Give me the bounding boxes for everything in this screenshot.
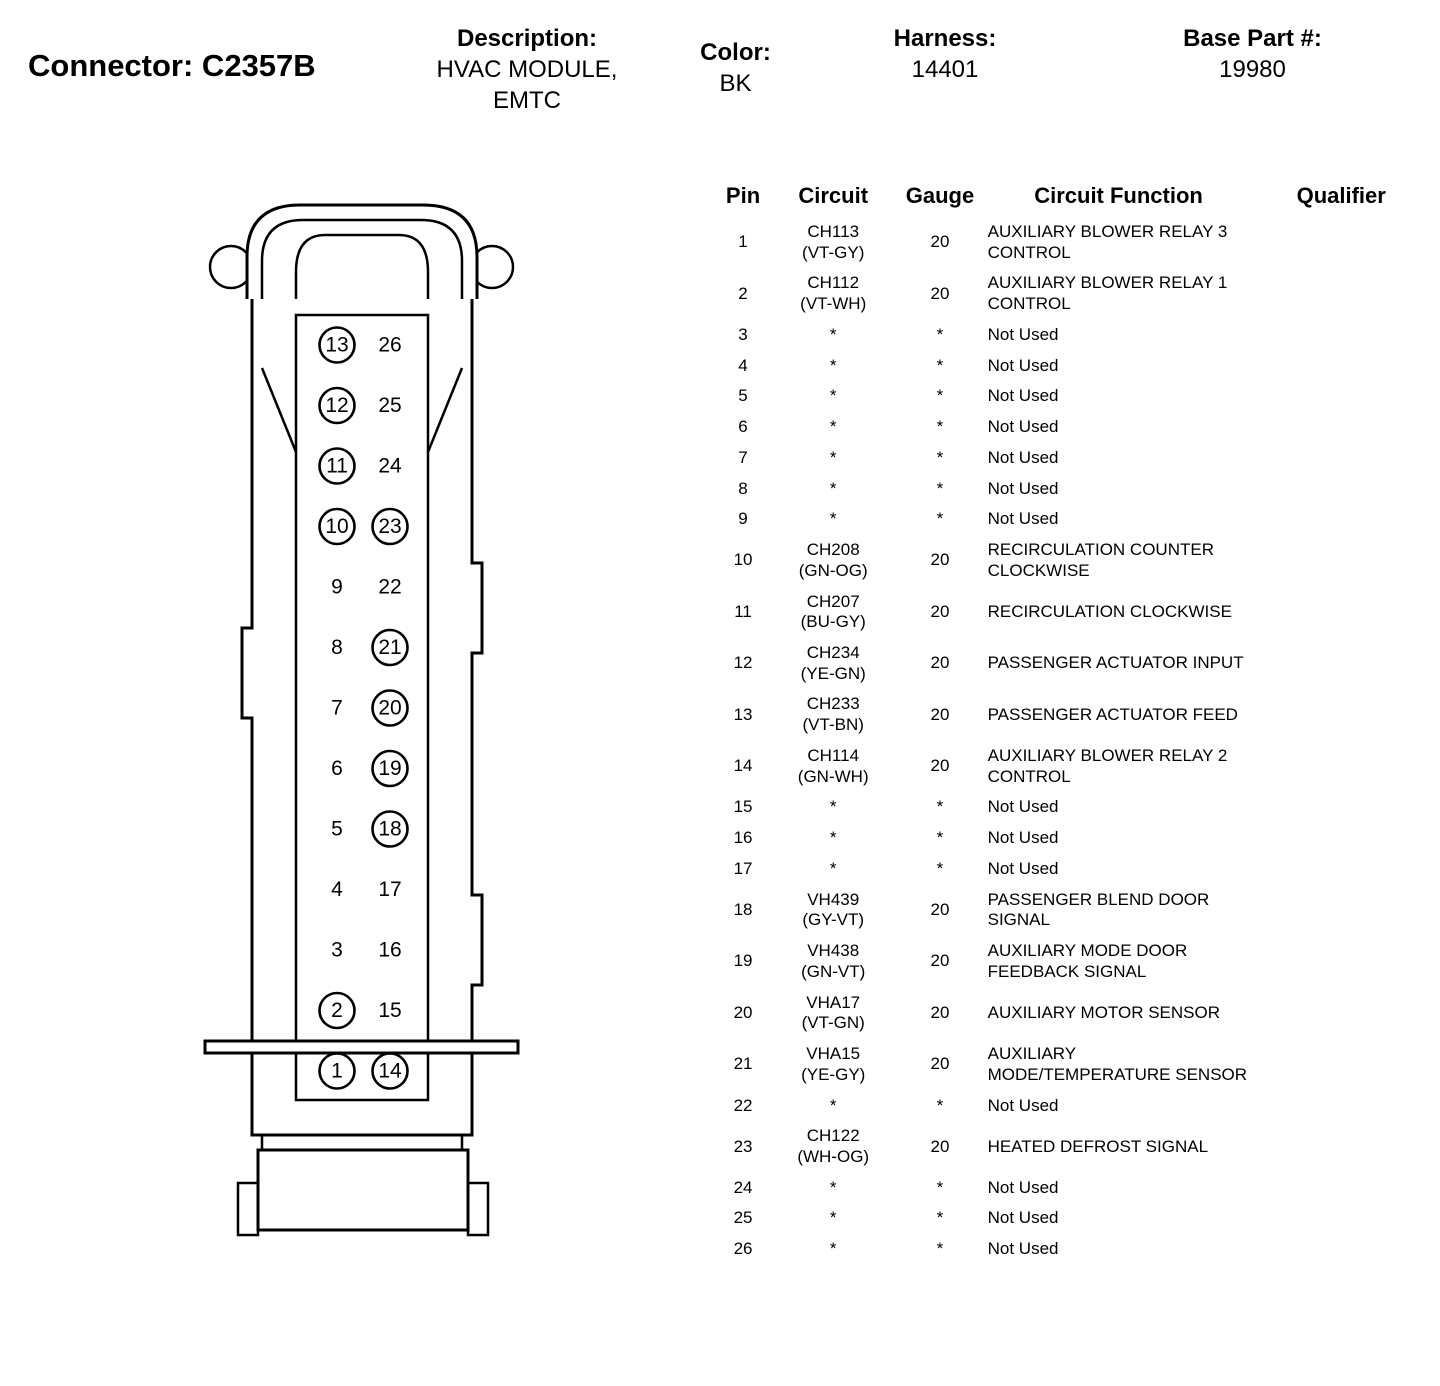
qualifier-cell: [1263, 412, 1419, 443]
circuit-cell: CH208 (GN-OG): [798, 540, 868, 580]
table-row: [714, 1234, 1419, 1265]
pin-cell: 1: [738, 232, 748, 252]
pin-number: 21: [378, 636, 402, 659]
pin-number: 26: [378, 333, 402, 357]
gauge-cell: 20: [930, 601, 950, 621]
gauge-cell: *: [936, 1177, 944, 1197]
pin-cell: 7: [738, 447, 748, 467]
pin-cell: 12: [733, 653, 753, 673]
circuit-cell: *: [829, 447, 837, 467]
color-block: [688, 38, 783, 99]
qualifier-cell: [1263, 854, 1419, 885]
function-cell: Not Used: [987, 828, 1059, 848]
qualifier-cell: [1263, 1091, 1419, 1122]
qualifier-cell: [1263, 885, 1419, 936]
gauge-cell: 20: [930, 283, 950, 303]
description-value: HVAC MODULE, EMTC: [436, 56, 618, 115]
function-cell: AUXILIARY MOTOR SENSOR: [987, 1002, 1221, 1022]
qualifier-cell: [1263, 741, 1419, 792]
circuit-cell: VHA17 (VT-GN): [801, 992, 865, 1033]
pin-number: 12: [325, 394, 349, 417]
pin-number: 4: [331, 878, 343, 901]
pin-cell: 8: [738, 478, 748, 498]
qualifier-cell: [1263, 823, 1419, 854]
pin-number: 5: [331, 817, 343, 841]
description-block: [412, 24, 642, 116]
pin-cell: 26: [733, 1239, 753, 1259]
function-cell: Not Used: [987, 324, 1059, 344]
gauge-cell: *: [936, 1239, 944, 1259]
qualifier-cell: [1263, 689, 1419, 740]
table-row: [714, 474, 1419, 505]
gauge-cell: 20: [930, 653, 950, 673]
pin-number: 18: [378, 817, 402, 841]
description-label: Description:: [456, 25, 597, 52]
circuit-cell: VH438 (GN-VT): [801, 941, 866, 981]
pin-number: 11: [326, 454, 348, 478]
pin-number: 7: [331, 696, 343, 720]
pin-number: 19: [378, 757, 402, 780]
pin-number: 3: [331, 938, 343, 962]
table-header-row: [714, 183, 1419, 217]
qualifier-cell: [1263, 1173, 1419, 1204]
pin-cell: 22: [733, 1095, 753, 1115]
connector-gusset-left: [262, 368, 296, 452]
circuit-cell: *: [829, 1095, 837, 1115]
function-cell: Not Used: [987, 386, 1059, 406]
pin-number: 1: [331, 1059, 343, 1083]
circuit-cell: CH114 (GN-WH): [797, 745, 869, 786]
circuit-cell: CH207 (BU-GY): [800, 591, 866, 632]
connector-title: Connector: C2357B: [28, 48, 316, 83]
qualifier-cell: [1263, 535, 1419, 586]
gauge-cell: 20: [930, 550, 950, 570]
harness-label: Harness:: [893, 25, 997, 52]
pin-number: 17: [378, 878, 402, 901]
table-row: [714, 504, 1419, 535]
table-row: [714, 268, 1419, 319]
circuit-cell: *: [829, 1208, 837, 1228]
connector-gusset-right: [428, 368, 462, 452]
pin-number: 2: [331, 999, 343, 1022]
column-header-pin: Pin: [725, 183, 761, 208]
connector-body: [242, 299, 482, 1135]
circuit-cell: *: [829, 355, 837, 375]
table-row: [714, 217, 1419, 268]
table-row: [714, 1121, 1419, 1172]
pin-cell: 11: [734, 601, 752, 621]
connector-base: [258, 1150, 468, 1230]
qualifier-cell: [1263, 443, 1419, 474]
gauge-cell: 20: [930, 704, 950, 724]
function-cell: PASSENGER BLEND DOOR SIGNAL: [987, 889, 1210, 930]
circuit-cell: VH439 (GY-VT): [802, 889, 865, 930]
table-row: [714, 351, 1419, 382]
circuit-cell: *: [829, 1177, 837, 1197]
column-header-circuit: Circuit: [798, 183, 869, 208]
function-cell: HEATED DEFROST SIGNAL: [987, 1136, 1209, 1156]
function-cell: PASSENGER ACTUATOR INPUT: [987, 653, 1244, 673]
qualifier-cell: [1263, 504, 1419, 535]
table-row: [714, 320, 1419, 351]
qualifier-cell: [1263, 1039, 1419, 1090]
table-row: [714, 638, 1419, 689]
gauge-cell: 20: [930, 232, 950, 252]
gauge-cell: 20: [930, 899, 950, 919]
circuit-cell: *: [829, 417, 837, 437]
pin-cell: 6: [738, 417, 748, 437]
function-cell: AUXILIARY MODE/TEMPERATURE SENSOR: [987, 1044, 1248, 1084]
gauge-cell: *: [936, 386, 944, 406]
table-row: [714, 1039, 1419, 1090]
circuit-cell: CH233 (VT-BN): [802, 694, 864, 735]
pin-cell: 14: [733, 756, 753, 776]
pin-number: 16: [378, 938, 402, 962]
table-row: [714, 587, 1419, 638]
pin-cell: 24: [733, 1177, 753, 1197]
gauge-cell: *: [936, 447, 944, 467]
pin-cell: 9: [738, 509, 748, 529]
harness-value: 14401: [911, 56, 979, 83]
pinout-table-body: [714, 217, 1419, 1265]
gauge-cell: 20: [930, 1054, 950, 1074]
pin-cell: 20: [733, 1002, 753, 1022]
function-cell: Not Used: [987, 478, 1059, 498]
pin-cell: 13: [733, 704, 753, 724]
function-cell: Not Used: [987, 1208, 1059, 1228]
pin-cell: 15: [733, 797, 753, 817]
function-cell: Not Used: [987, 1177, 1059, 1197]
table-row: [714, 443, 1419, 474]
function-cell: AUXILIARY MODE DOOR FEEDBACK SIGNAL: [987, 941, 1188, 981]
table-row: [714, 792, 1419, 823]
table-row: [714, 689, 1419, 740]
pin-cell: 16: [733, 828, 753, 848]
connector-foot-left: [238, 1183, 258, 1235]
qualifier-cell: [1263, 381, 1419, 412]
pin-number: 25: [378, 394, 402, 417]
table-row: [714, 1091, 1419, 1122]
circuit-cell: *: [829, 386, 837, 406]
pin-cell: 4: [738, 355, 748, 375]
table-row: [714, 988, 1419, 1039]
column-header-function: Circuit Function: [1034, 183, 1203, 208]
circuit-cell: CH234 (YE-GN): [800, 643, 866, 683]
gauge-cell: *: [936, 858, 944, 878]
connector-diagram: [190, 195, 530, 1255]
table-row: [714, 381, 1419, 412]
gauge-cell: *: [936, 324, 944, 344]
qualifier-cell: [1263, 988, 1419, 1039]
connector-pins: [320, 328, 408, 1089]
qualifier-cell: [1263, 792, 1419, 823]
gauge-cell: *: [936, 797, 944, 817]
pin-cell: 17: [733, 858, 753, 878]
gauge-cell: *: [936, 417, 944, 437]
gauge-cell: *: [936, 478, 944, 498]
pin-cell: 19: [733, 951, 753, 971]
table-row: [714, 823, 1419, 854]
pinout-table: [714, 183, 1419, 1265]
gauge-cell: *: [936, 509, 944, 529]
gauge-cell: *: [936, 1095, 944, 1115]
table-row: [714, 936, 1419, 987]
circuit-cell: *: [829, 797, 837, 817]
qualifier-cell: [1263, 587, 1419, 638]
pin-number: 10: [325, 515, 349, 538]
pin-cell: 3: [738, 324, 748, 344]
function-cell: RECIRCULATION COUNTER CLOCKWISE: [987, 540, 1214, 580]
table-row: [714, 885, 1419, 936]
qualifier-cell: [1263, 1203, 1419, 1234]
table-row: [714, 535, 1419, 586]
qualifier-cell: [1263, 320, 1419, 351]
qualifier-cell: [1263, 351, 1419, 382]
pin-number: 15: [378, 999, 402, 1022]
pin-number: 8: [331, 636, 343, 659]
pin-cell: 23: [733, 1136, 753, 1156]
pin-number: 6: [331, 757, 343, 780]
base-part-block: [1145, 24, 1360, 85]
function-cell: Not Used: [987, 1095, 1059, 1115]
qualifier-cell: [1263, 638, 1419, 689]
function-cell: Not Used: [987, 1239, 1059, 1259]
base-part-value: 19980: [1219, 56, 1286, 83]
table-row: [714, 1203, 1419, 1234]
qualifier-cell: [1263, 1121, 1419, 1172]
pin-number: 22: [378, 575, 402, 599]
color-value: BK: [719, 70, 752, 97]
gauge-cell: 20: [930, 1002, 950, 1022]
column-header-gauge: Gauge: [905, 183, 975, 208]
pin-cell: 5: [738, 386, 748, 406]
pin-cell: 18: [733, 899, 753, 919]
pin-cell: 25: [733, 1208, 753, 1228]
circuit-cell: *: [829, 478, 837, 498]
function-cell: Not Used: [987, 509, 1059, 529]
circuit-cell: CH113 (VT-GY): [802, 222, 865, 262]
harness-block: [855, 24, 1035, 85]
circuit-cell: VHA15 (YE-GY): [801, 1044, 866, 1084]
pin-number: 20: [378, 696, 402, 720]
function-cell: AUXILIARY BLOWER RELAY 1 CONTROL: [987, 273, 1228, 314]
table-row: [714, 412, 1419, 443]
connector-foot-right: [468, 1183, 488, 1235]
table-row: [714, 741, 1419, 792]
circuit-cell: CH112 (VT-WH): [800, 273, 867, 314]
circuit-cell: CH122 (WH-OG): [797, 1126, 870, 1166]
function-cell: Not Used: [987, 417, 1059, 437]
connector-base-neck: [262, 1135, 462, 1150]
color-label: Color:: [700, 39, 771, 66]
pin-number: 9: [331, 575, 343, 599]
circuit-cell: *: [829, 1239, 837, 1259]
connector-lock-bar: [205, 1041, 518, 1053]
function-cell: RECIRCULATION CLOCKWISE: [987, 601, 1232, 621]
pin-cell: 2: [738, 283, 748, 303]
table-row: [714, 1173, 1419, 1204]
qualifier-cell: [1263, 936, 1419, 987]
gauge-cell: *: [936, 1208, 944, 1228]
qualifier-cell: [1263, 217, 1419, 268]
function-cell: Not Used: [987, 447, 1059, 467]
gauge-cell: 20: [930, 756, 950, 776]
function-cell: AUXILIARY BLOWER RELAY 3 CONTROL: [987, 222, 1228, 262]
circuit-cell: *: [829, 858, 837, 878]
base-part-label: Base Part #:: [1183, 25, 1322, 52]
pin-cell: 10: [733, 550, 753, 570]
function-cell: Not Used: [987, 858, 1059, 878]
pin-cell: 21: [733, 1054, 753, 1074]
gauge-cell: 20: [930, 1136, 950, 1156]
pin-number: 23: [378, 515, 402, 538]
pin-number: 13: [325, 333, 349, 357]
qualifier-cell: [1263, 1234, 1419, 1265]
pin-number: 14: [378, 1059, 402, 1083]
circuit-cell: *: [829, 509, 837, 529]
table-row: [714, 854, 1419, 885]
function-cell: AUXILIARY BLOWER RELAY 2 CONTROL: [987, 745, 1228, 786]
qualifier-cell: [1263, 474, 1419, 505]
function-cell: Not Used: [987, 355, 1059, 375]
pin-number: 24: [378, 454, 402, 478]
gauge-cell: *: [936, 355, 944, 375]
qualifier-cell: [1263, 268, 1419, 319]
function-cell: PASSENGER ACTUATOR FEED: [987, 704, 1238, 724]
function-cell: Not Used: [987, 797, 1059, 817]
column-header-qualifier: Qualifier: [1296, 183, 1386, 208]
circuit-cell: *: [829, 324, 837, 344]
circuit-cell: *: [829, 828, 837, 848]
gauge-cell: 20: [930, 951, 950, 971]
gauge-cell: *: [936, 828, 944, 848]
